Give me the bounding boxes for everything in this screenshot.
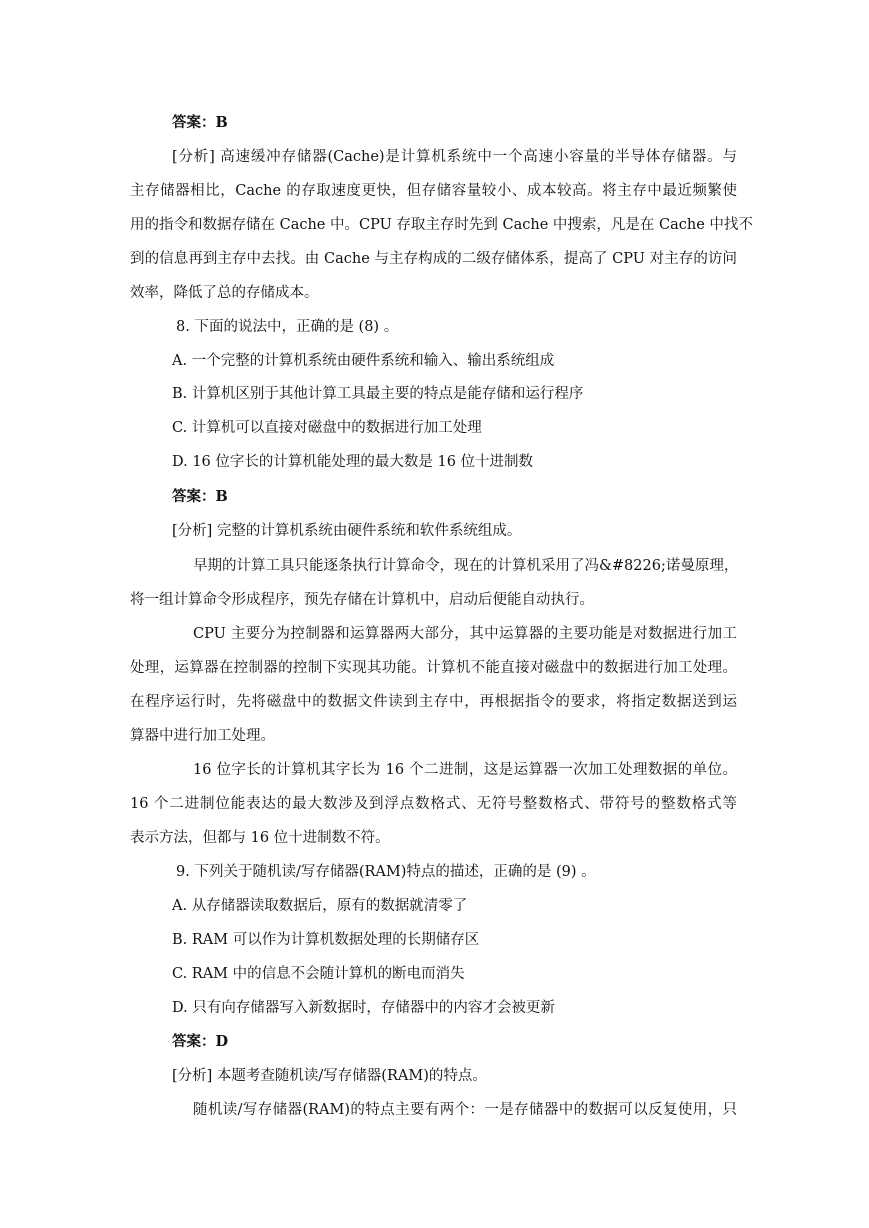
q8-option-b: B. 计算机区别于其他计算工具最主要的特点是能存储和运行程序 (172, 386, 584, 402)
q8-option-a: A. 一个完整的计算机系统由硬件系统和输入、输出系统组成 (172, 353, 555, 369)
analysis-9-line-2: 随机读/写存储器(RAM)的特点主要有两个：一是存储器中的数据可以反复使用，只 (193, 1102, 737, 1118)
analysis-7-line-2: 主存储器相比，Cache 的存取速度更快，但存储容量较小、成本较高。将主存中最近频繁使 (130, 183, 737, 199)
q8-option-d: D. 16 位字长的计算机能处理的最大数是 16 位十进制数 (172, 454, 534, 470)
question-9: 9. 下列关于随机读/写存储器(RAM)特点的描述，正确的是 (9) 。 (176, 864, 596, 880)
answer-8: 答案：B (172, 488, 228, 505)
analysis-8-line-8: 16 位字长的计算机其字长为 16 个二进制，这是运算器一次加工处理数据的单位。 (193, 762, 737, 778)
answer-9: 答案：D (172, 1033, 229, 1050)
analysis-8-line-1: [分析] 完整的计算机系统由硬件系统和软件系统组成。 (172, 523, 522, 539)
q9-option-d: D. 只有向存储器写入新数据时，存储器中的内容才会被更新 (172, 1000, 555, 1016)
analysis-8-line-5: 处理，运算器在控制器的控制下实现其功能。计算机不能直接对磁盘中的数据进行加工处理。 (130, 660, 737, 676)
analysis-8-line-6: 在程序运行时，先将磁盘中的数据文件读到主存中，再根据指令的要求，将指定数据送到运 (130, 694, 737, 710)
analysis-7-line-5: 效率，降低了总的存储成本。 (130, 285, 319, 301)
analysis-7-line-4: 到的信息再到主存中去找。由 Cache 与主存构成的二级存储体系，提高了 CPU 对主存的访问 (130, 251, 737, 267)
q8-option-c: C. 计算机可以直接对磁盘中的数据进行加工处理 (172, 420, 482, 436)
answer-7: 答案：B (172, 114, 228, 131)
analysis-8-line-3: 将一组计算命令形成程序，预先存储在计算机中，启动后便能自动执行。 (130, 592, 594, 608)
analysis-9-line-1: [分析] 本题考查随机读/写存储器(RAM)的特点。 (172, 1068, 487, 1084)
question-8: 8. 下面的说法中，正确的是 (8) 。 (176, 319, 399, 335)
q9-option-a: A. 从存储器读取数据后，原有的数据就清零了 (172, 898, 468, 914)
analysis-8-line-4: CPU 主要分为控制器和运算器两大部分，其中运算器的主要功能是对数据进行加工 (193, 626, 737, 642)
q9-option-c: C. RAM 中的信息不会随计算机的断电而消失 (172, 966, 465, 982)
analysis-8-line-2: 早期的计算工具只能逐条执行计算命令，现在的计算机采用了冯&#8226;诺曼原理， (193, 558, 739, 574)
analysis-8-line-9: 16 个二进制位能表达的最大数涉及到浮点数格式、无符号整数格式、带符号的整数格式等 (130, 796, 737, 812)
analysis-8-line-7: 算器中进行加工处理。 (130, 728, 275, 744)
analysis-7-line-3: 用的指令和数据存储在 Cache 中。CPU 存取主存时先到 Cache 中搜索，凡是在 Cache 中找不 (130, 217, 753, 233)
analysis-8-line-10: 表示方法，但都与 16 位十进制数不符。 (130, 830, 390, 846)
q9-option-b: B. RAM 可以作为计算机数据处理的长期储存区 (172, 932, 480, 948)
analysis-7-line-1: [分析] 高速缓冲存储器(Cache)是计算机系统中一个高速小容量的半导体存储器。与 (172, 149, 737, 165)
